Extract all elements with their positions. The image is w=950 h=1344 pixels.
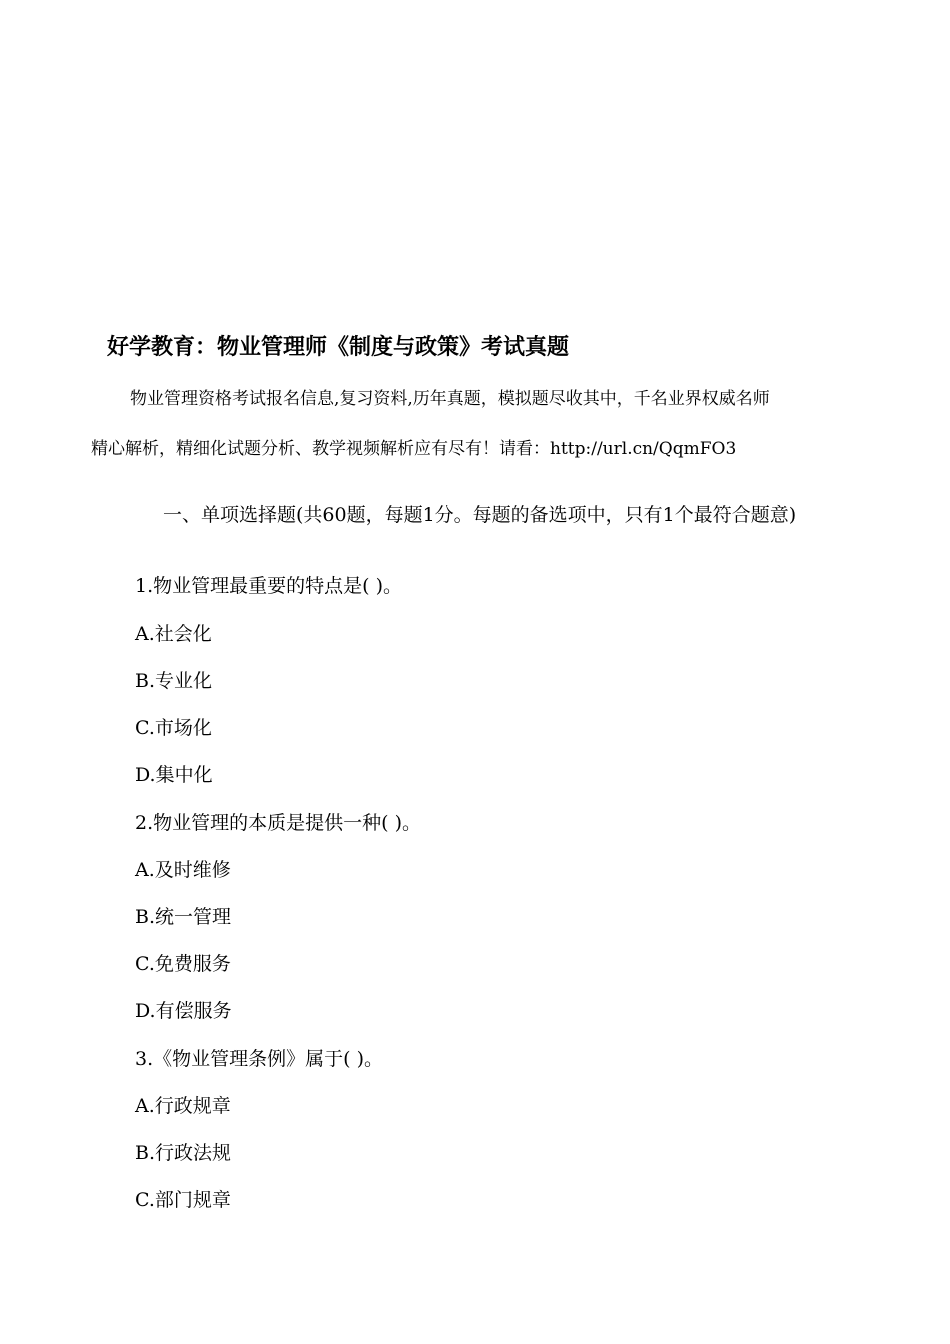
question-1: 1.物业管理最重要的特点是( )。 bbox=[135, 575, 402, 597]
option-3c: C.部门规章 bbox=[135, 1189, 231, 1211]
question-2: 2.物业管理的本质是提供一种( )。 bbox=[135, 812, 421, 834]
option-1c: C.市场化 bbox=[135, 717, 212, 739]
option-2c: C.免费服务 bbox=[135, 953, 231, 975]
option-3b: B.行政法规 bbox=[135, 1142, 232, 1164]
option-2a: A.及时维修 bbox=[135, 859, 231, 881]
option-3a: A.行政规章 bbox=[135, 1095, 231, 1117]
intro-line-2: 精心解析，精细化试题分析、教学视频解析应有尽有！请看：http://url.cn/QqmFO3 bbox=[91, 439, 737, 459]
option-1b: B.专业化 bbox=[135, 670, 213, 692]
option-1d: D.集中化 bbox=[135, 764, 213, 786]
document-title: 好学教育：物业管理师《制度与政策》考试真题 bbox=[107, 335, 570, 360]
option-2b: B.统一管理 bbox=[135, 906, 232, 928]
section-heading-text: 一、单项选择题(共60题，每题1分。每题的备选项中，只有1个最符合题意) bbox=[163, 504, 797, 526]
option-1a: A.社会化 bbox=[135, 623, 212, 645]
section-heading bbox=[91, 502, 861, 528]
question-3: 3.《物业管理条例》属于( )。 bbox=[135, 1048, 383, 1070]
option-2d: D.有偿服务 bbox=[135, 1000, 232, 1022]
intro-line-1: 物业管理资格考试报名信息,复习资料,历年真题，模拟题尽收其中，千名业界权威名师 bbox=[130, 389, 770, 409]
